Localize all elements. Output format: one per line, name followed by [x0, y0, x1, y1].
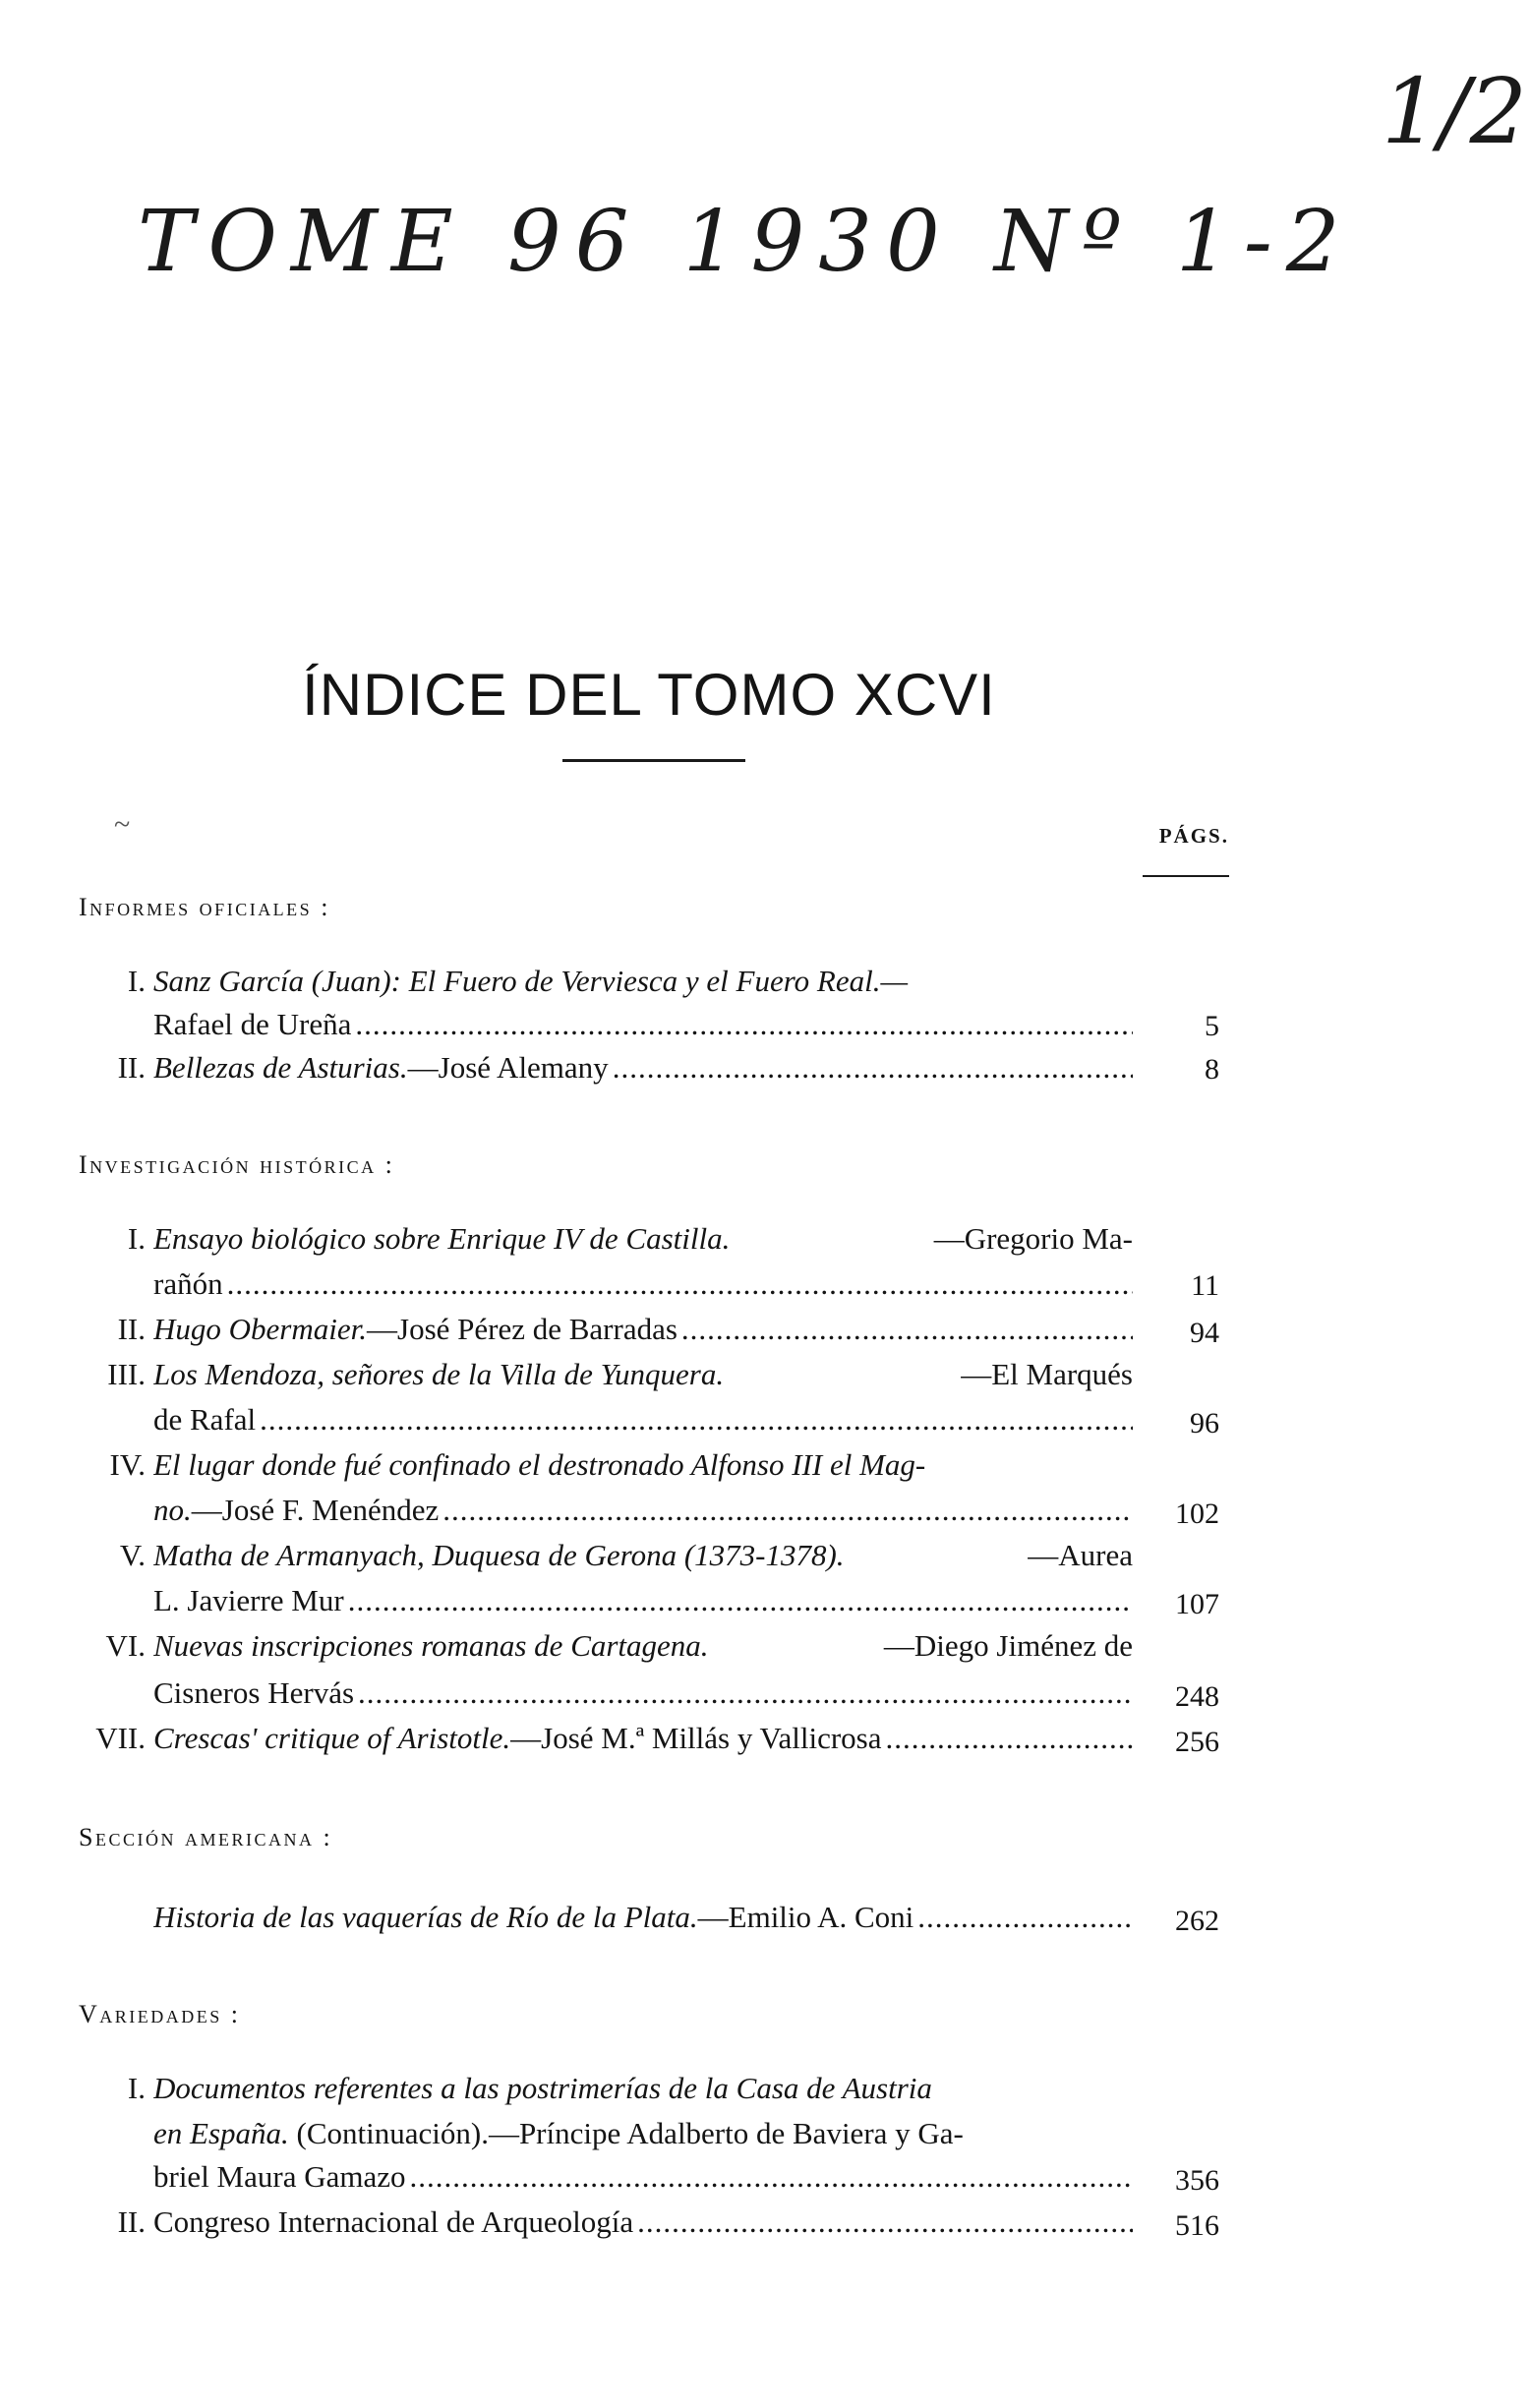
page-number: 102: [1175, 1498, 1219, 1530]
entry-title: El lugar donde fué confinado el destronado Alfonso III el Mag-: [153, 1447, 926, 1482]
entry-text: [153, 1896, 1133, 1939]
toc-entry-continuation: [75, 2155, 1133, 2199]
entry-title-cont: no.: [153, 1493, 192, 1527]
entry-author: —Aurea: [1028, 1538, 1133, 1572]
page-title: ÍNDICE DEL TOMO XCVI: [302, 662, 996, 728]
entry-title-cont: en España.: [153, 2116, 289, 2150]
page-number: 248: [1175, 1680, 1219, 1713]
entry-title: Historia de las vaquerías de Río de la Plata.: [153, 1900, 698, 1934]
leader-dots: [348, 1579, 1133, 1622]
toc-entry: [75, 1624, 1133, 1668]
page-number: 11: [1191, 1269, 1219, 1302]
entry-text: [153, 960, 1133, 1003]
entry-title: Sanz García (Juan): El Fuero de Verviesca y el Fuero Real.—: [153, 964, 909, 998]
entry-number: III.: [107, 1357, 146, 1391]
entry-text: [153, 2201, 1133, 2244]
page-number: 5: [1205, 1010, 1219, 1042]
entry-text: [153, 1353, 1133, 1396]
entry-author: —Gregorio Ma-: [933, 1221, 1133, 1256]
page-number: 8: [1205, 1053, 1219, 1086]
toc-entry: [75, 1534, 1133, 1577]
section-heading-informes: Informes oficiales :: [79, 893, 330, 921]
entry-text: [153, 1443, 1133, 1487]
entry-text: [153, 2112, 1133, 2155]
leader-dots: [886, 1717, 1134, 1760]
leader-dots: [917, 1896, 1133, 1939]
leader-dots: [355, 1003, 1133, 1046]
entry-number: II.: [117, 2204, 146, 2239]
entry-number: II.: [117, 1312, 146, 1346]
toc-entry: [75, 1896, 1133, 1939]
entry-text: [153, 1308, 1133, 1351]
entry-text: [153, 2155, 1133, 2199]
page-number: 96: [1190, 1407, 1219, 1439]
entry-text: [153, 1217, 1133, 1261]
entry-author: —José Pérez de Barradas: [367, 1312, 678, 1346]
pages-header-rule: [1143, 875, 1229, 877]
toc-entry: [75, 2067, 1133, 2110]
entry-text: [153, 1717, 1133, 1760]
entry-title: Matha de Armanyach, Duquesa de Gerona (1373-1378).: [153, 1538, 845, 1572]
entry-author-cont: rañón: [153, 1266, 223, 1301]
entry-author: —El Marqués: [961, 1357, 1133, 1391]
entry-author-cont: de Rafal: [153, 1402, 257, 1437]
toc-entry: [75, 1443, 1133, 1487]
entry-title: Crescas' critique of Aristotle.: [153, 1721, 511, 1755]
leader-dots: [227, 1263, 1133, 1306]
entry-text: [153, 1003, 1133, 1046]
page-number: 356: [1175, 2164, 1219, 2197]
stray-mark: ~: [114, 808, 131, 841]
entry-number: IV.: [109, 1447, 146, 1482]
toc-entry-continuation: [75, 2112, 1133, 2155]
entry-author-cont: L. Javierre Mur: [153, 1583, 344, 1617]
leader-dots: [410, 2155, 1134, 2199]
entry-text: [153, 1624, 1133, 1668]
entry-text: [153, 1398, 1133, 1441]
toc-entry-continuation: [75, 1489, 1133, 1532]
toc-entry: [75, 1353, 1133, 1396]
entry-author: —José M.ª Millás y Vallicrosa: [510, 1721, 882, 1755]
entry-title: Congreso Internacional de Arqueología: [153, 2204, 634, 2239]
entry-author: —José Alemany: [407, 1050, 609, 1085]
leader-dots: [442, 1489, 1133, 1532]
entry-number: II.: [117, 1050, 146, 1085]
entry-author-cont: Cisneros Hervás: [153, 1675, 355, 1710]
entry-number: I.: [127, 2071, 146, 2105]
entry-number: V.: [119, 1538, 146, 1572]
section-heading-americana: Sección americana :: [79, 1823, 333, 1851]
leader-dots: [260, 1398, 1133, 1441]
entry-author: Rafael de Ureña: [153, 1007, 352, 1041]
entry-title: Nuevas inscripciones romanas de Cartagena.: [153, 1628, 709, 1663]
page-number: 256: [1175, 1726, 1219, 1758]
entry-text: [153, 1263, 1133, 1306]
entry-text: [153, 2067, 1133, 2110]
toc-entry-continuation: [75, 1579, 1133, 1622]
entry-title: Documentos referentes a las postrimerías de la Casa de Austria: [153, 2071, 932, 2105]
page-number: 516: [1175, 2209, 1219, 2242]
leader-dots: [358, 1672, 1133, 1715]
toc-entry: [75, 2201, 1133, 2244]
toc-entry: [75, 1046, 1133, 1089]
page-number: 262: [1175, 1905, 1219, 1937]
toc-entry-continuation: [75, 1003, 1133, 1046]
entry-author: —Diego Jiménez de: [883, 1628, 1133, 1663]
entry-author: —José F. Menéndez: [191, 1493, 440, 1527]
entry-number: I.: [127, 1221, 146, 1256]
entry-text: [153, 1672, 1133, 1715]
section-heading-investigacion: Investigación histórica :: [79, 1150, 395, 1179]
toc-entry-continuation: [75, 1263, 1133, 1306]
toc-entry: [75, 1217, 1133, 1261]
toc-entry: [75, 1717, 1133, 1760]
entry-title: Los Mendoza, señores de la Villa de Yunquera.: [153, 1357, 725, 1391]
toc-entry: [75, 960, 1133, 1003]
handwritten-header: TOME 96 1930 Nº 1-2: [138, 193, 1354, 291]
pages-column-header: PÁGS.: [1158, 824, 1229, 848]
leader-dots: [613, 1046, 1133, 1089]
page-number: 94: [1190, 1317, 1219, 1349]
handwritten-corner-fraction: 1/2: [1382, 59, 1528, 164]
entry-author-cont: briel Maura Gamazo: [153, 2159, 406, 2194]
toc-entry-continuation: [75, 1398, 1133, 1441]
entry-text: [153, 1534, 1133, 1577]
toc-entry: [75, 1308, 1133, 1351]
leader-dots: [637, 2201, 1133, 2244]
entry-text: [153, 1489, 1133, 1532]
leader-dots: [681, 1308, 1133, 1351]
section-heading-variedades: Variedades :: [79, 2000, 241, 2028]
entry-title: Ensayo biológico sobre Enrique IV de Castilla.: [153, 1221, 731, 1256]
entry-title: Hugo Obermaier.: [153, 1312, 367, 1346]
entry-author: —Emilio A. Coni: [697, 1900, 914, 1934]
toc-entry-continuation: [75, 1672, 1133, 1715]
entry-number: VI.: [105, 1628, 146, 1663]
page-number: 107: [1175, 1588, 1219, 1620]
title-rule: [562, 759, 745, 762]
entry-text: [153, 1046, 1133, 1089]
entry-number: VII.: [95, 1721, 146, 1755]
entry-text: [153, 1579, 1133, 1622]
entry-author: (Continuación).—Príncipe Adalberto de Baviera y Ga-: [288, 2116, 964, 2150]
entry-number: I.: [127, 964, 146, 998]
entry-title: Bellezas de Asturias.: [153, 1050, 408, 1085]
